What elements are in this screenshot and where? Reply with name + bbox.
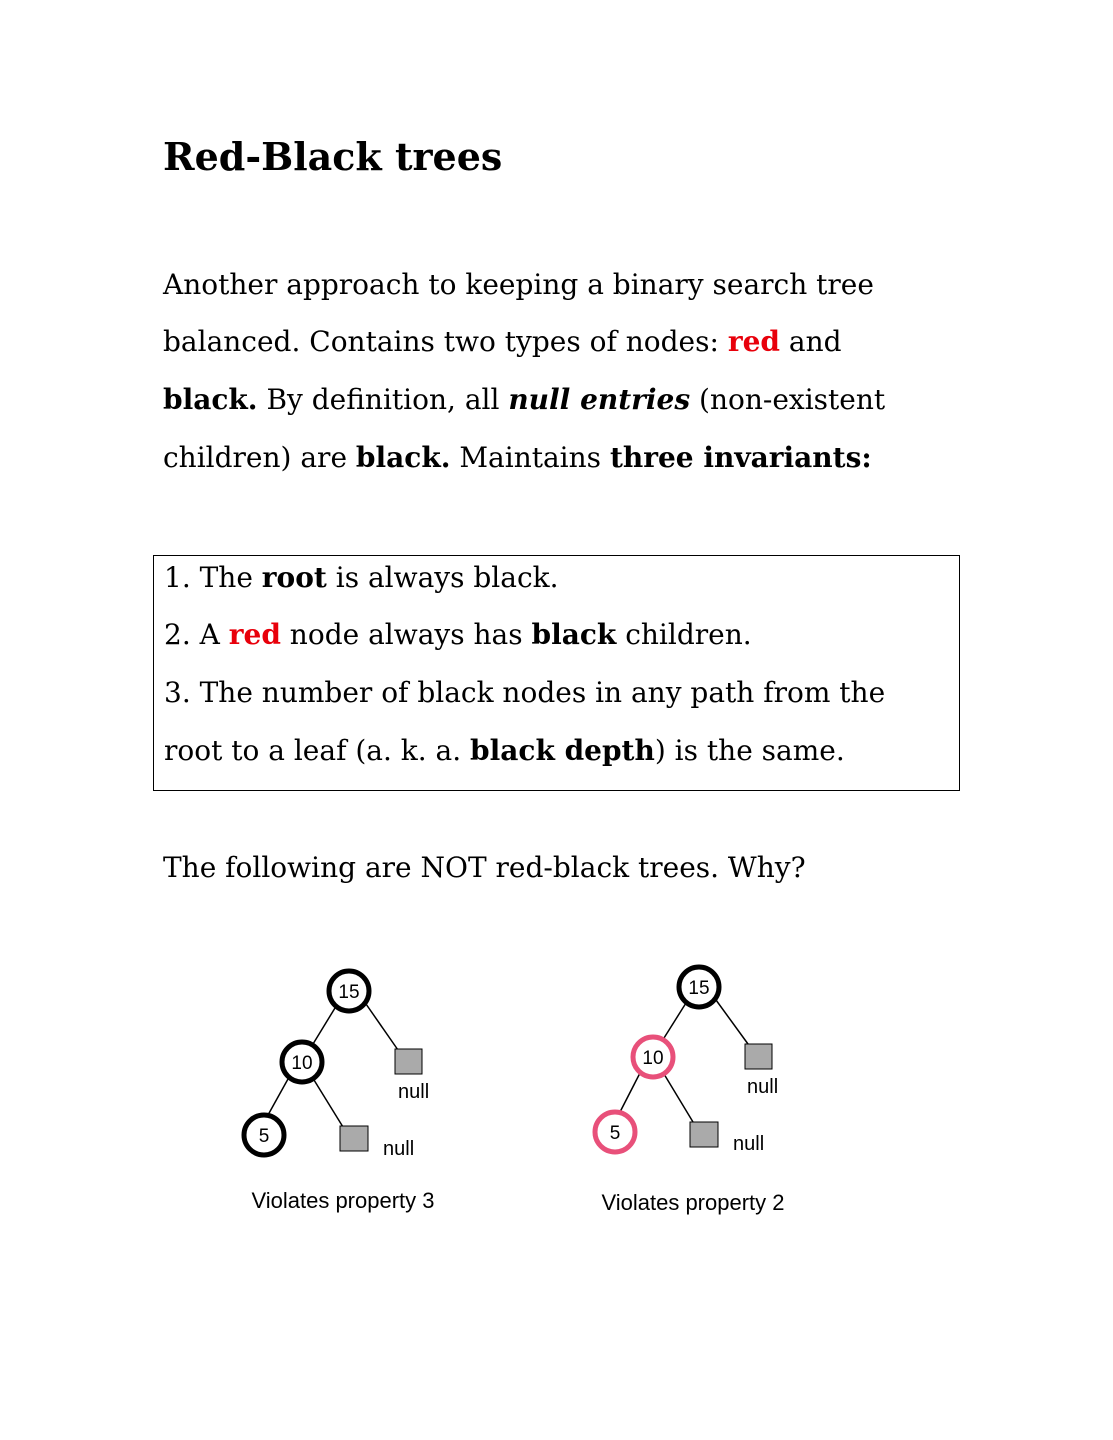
tree-edge	[314, 1080, 343, 1127]
text: and	[779, 325, 842, 358]
text: is always black.	[326, 561, 559, 594]
text: By definition, all	[257, 383, 509, 416]
text: root to a leaf (a. k. a.	[164, 734, 471, 767]
tree-edge	[716, 1000, 748, 1044]
tree-edge	[268, 1079, 288, 1115]
text: (non-existent	[690, 383, 886, 416]
emphasis-text: null entries	[508, 383, 691, 416]
tree-edge	[366, 1004, 398, 1050]
tree-caption: Violates property 3	[251, 1188, 435, 1213]
tree-caption: Violates property 2	[601, 1190, 785, 1215]
tree-edge	[313, 1008, 335, 1044]
node-label: 5	[258, 1126, 270, 1147]
bold-text: root	[261, 561, 327, 594]
text: Another approach to keeping a binary search tree	[163, 268, 874, 301]
text: 1. The	[164, 561, 262, 594]
red-keyword: red	[228, 618, 281, 651]
bold-text: black	[531, 618, 617, 651]
text: balanced. Contains two types of nodes:	[163, 325, 728, 358]
text: children) are	[163, 441, 356, 474]
bold-text: three invariants:	[609, 441, 872, 474]
null-label: null	[733, 1133, 765, 1155]
node-label: 15	[688, 978, 710, 999]
tree-1	[244, 971, 435, 1213]
tree-2	[595, 967, 785, 1215]
node-label: 15	[338, 982, 360, 1003]
null-node	[340, 1126, 368, 1151]
bold-text: black.	[355, 441, 451, 474]
null-node	[745, 1044, 772, 1069]
null-node	[395, 1049, 422, 1074]
text: children.	[616, 618, 752, 651]
null-node	[690, 1122, 718, 1147]
null-label: null	[747, 1076, 779, 1098]
tree-edge	[664, 1003, 686, 1038]
node-label: 10	[642, 1048, 664, 1069]
bold-text: black depth	[470, 734, 655, 767]
bold-text: black.	[163, 383, 258, 416]
node-label: 10	[291, 1053, 313, 1074]
null-label: null	[398, 1081, 430, 1103]
text: ) is the same.	[654, 734, 845, 767]
page-title: Red-Black trees	[163, 134, 503, 179]
text: node always has	[280, 618, 532, 651]
node-label: 5	[609, 1123, 621, 1144]
text: 3. The number of black nodes in any path from the	[164, 676, 886, 709]
tree-edge	[664, 1074, 693, 1122]
null-label: null	[383, 1138, 415, 1160]
text: Maintains	[450, 441, 610, 474]
tree-edge	[620, 1073, 640, 1112]
red-keyword: red	[727, 325, 780, 358]
question-text: The following are NOT red-black trees. Why?	[163, 851, 806, 884]
text: 2. A	[164, 618, 229, 651]
